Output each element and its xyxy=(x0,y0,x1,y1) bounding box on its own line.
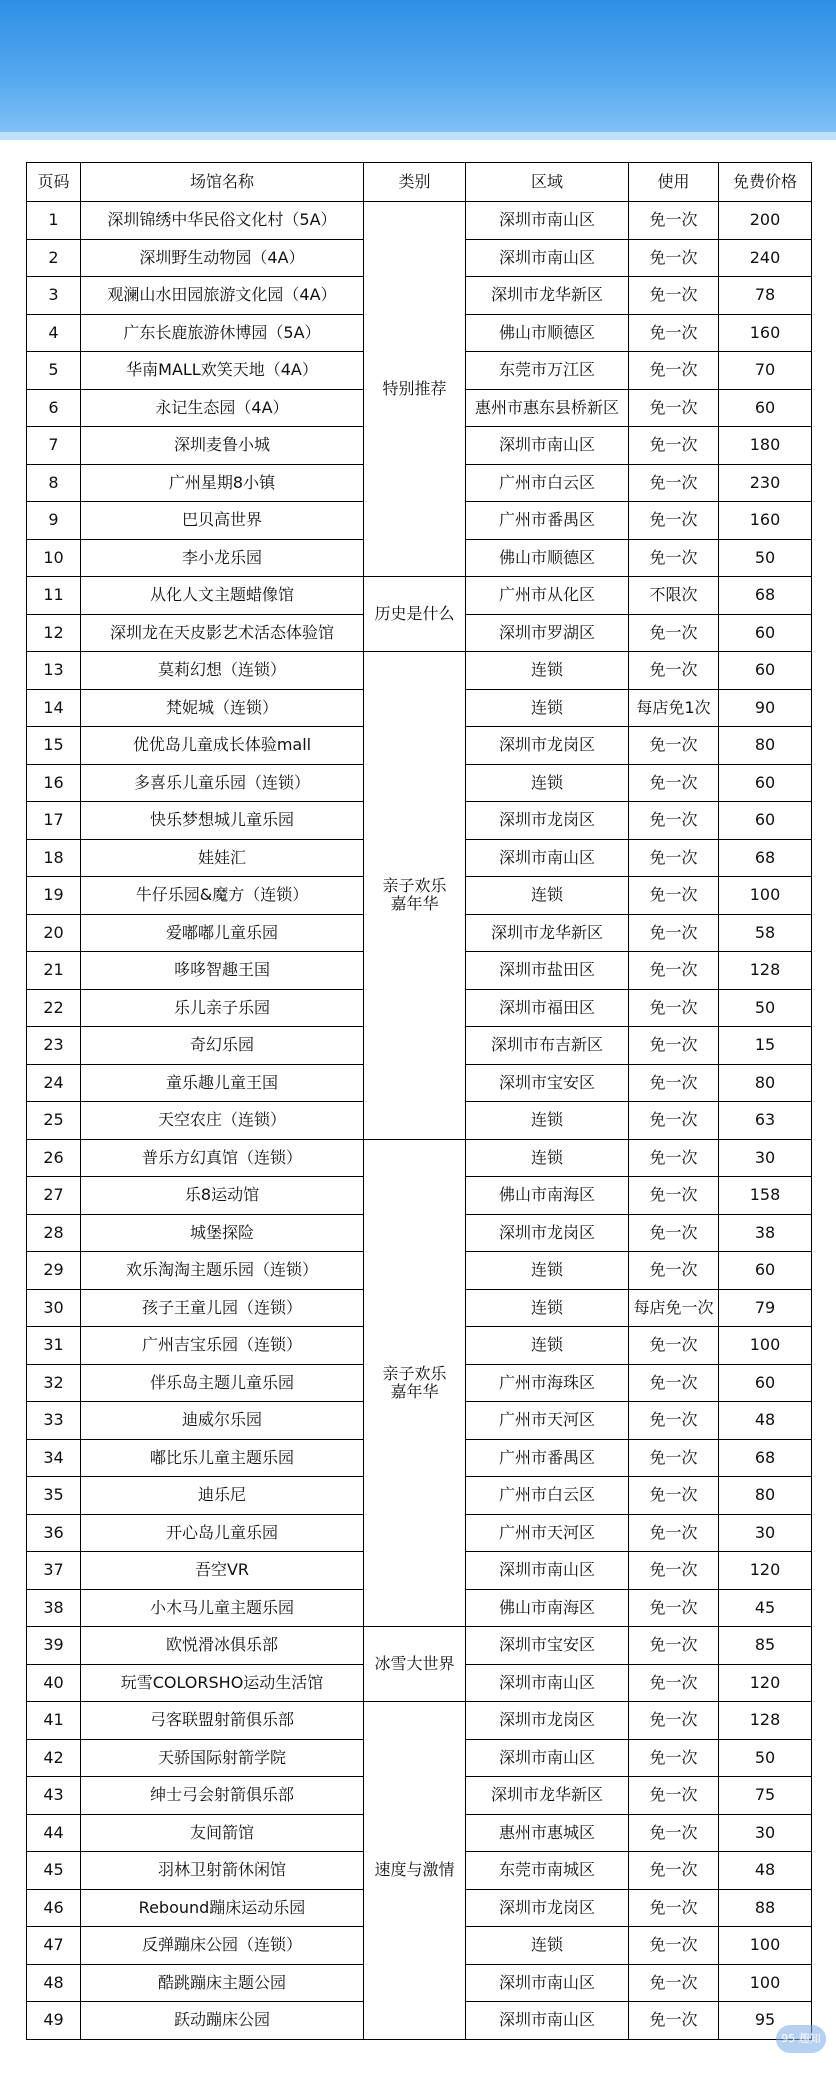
row-region: 深圳市龙华新区 xyxy=(466,1777,629,1815)
row-region: 连锁 xyxy=(466,1289,629,1327)
row-venue-name: 巴贝高世界 xyxy=(81,502,364,540)
row-price: 50 xyxy=(719,989,812,1027)
row-venue-name: 天骄国际射箭学院 xyxy=(81,1739,364,1777)
row-usage: 免一次 xyxy=(629,614,719,652)
row-price: 60 xyxy=(719,802,812,840)
header-page: 页码 xyxy=(27,163,81,202)
row-venue-name: 牛仔乐园&魔方（连锁） xyxy=(81,877,364,915)
row-region: 广州市天河区 xyxy=(466,1402,629,1440)
row-price: 79 xyxy=(719,1289,812,1327)
row-price: 100 xyxy=(719,877,812,915)
row-usage: 免一次 xyxy=(629,1327,719,1365)
row-page: 12 xyxy=(27,614,81,652)
row-region: 深圳市南山区 xyxy=(466,239,629,277)
row-price: 80 xyxy=(719,1477,812,1515)
row-price: 240 xyxy=(719,239,812,277)
row-region: 连锁 xyxy=(466,1139,629,1177)
row-region: 深圳市南山区 xyxy=(466,2002,629,2040)
row-page: 49 xyxy=(27,2002,81,2040)
row-region: 深圳市盐田区 xyxy=(466,952,629,990)
row-price: 68 xyxy=(719,839,812,877)
row-usage: 免一次 xyxy=(629,1814,719,1852)
row-page: 43 xyxy=(27,1777,81,1815)
row-venue-name: 绅士弓会射箭俱乐部 xyxy=(81,1777,364,1815)
row-venue-name: 迪威尔乐园 xyxy=(81,1402,364,1440)
row-price: 38 xyxy=(719,1214,812,1252)
row-region: 连锁 xyxy=(466,689,629,727)
table-row xyxy=(27,577,812,615)
row-page: 8 xyxy=(27,464,81,502)
row-region: 深圳市南山区 xyxy=(466,1664,629,1702)
row-venue-name: 吾空VR xyxy=(81,1552,364,1590)
row-usage: 免一次 xyxy=(629,1139,719,1177)
row-price: 80 xyxy=(719,1064,812,1102)
row-venue-name: 永记生态园（4A） xyxy=(81,389,364,427)
row-region: 深圳市南山区 xyxy=(466,202,629,240)
row-price: 60 xyxy=(719,1252,812,1290)
row-page: 9 xyxy=(27,502,81,540)
table-row xyxy=(27,1702,812,1740)
row-category: 冰雪大世界 xyxy=(364,1627,466,1702)
row-region: 深圳市龙岗区 xyxy=(466,1214,629,1252)
row-price: 90 xyxy=(719,689,812,727)
row-usage: 免一次 xyxy=(629,802,719,840)
row-usage: 免一次 xyxy=(629,914,719,952)
row-region: 深圳市龙华新区 xyxy=(466,277,629,315)
row-page: 14 xyxy=(27,689,81,727)
row-venue-name: 深圳野生动物园（4A） xyxy=(81,239,364,277)
table-row xyxy=(27,1139,812,1177)
row-usage: 免一次 xyxy=(629,1477,719,1515)
row-price: 128 xyxy=(719,1702,812,1740)
row-usage: 免一次 xyxy=(629,1552,719,1590)
row-page: 46 xyxy=(27,1889,81,1927)
row-usage: 免一次 xyxy=(629,1852,719,1890)
row-price: 128 xyxy=(719,952,812,990)
row-venue-name: 伴乐岛主题儿童乐园 xyxy=(81,1364,364,1402)
row-usage: 免一次 xyxy=(629,389,719,427)
row-usage: 免一次 xyxy=(629,2002,719,2040)
row-venue-name: 快乐梦想城儿童乐园 xyxy=(81,802,364,840)
row-page: 47 xyxy=(27,1927,81,1965)
row-usage: 每店免1次 xyxy=(629,689,719,727)
row-venue-name: 多喜乐儿童乐园（连锁） xyxy=(81,764,364,802)
row-page: 28 xyxy=(27,1214,81,1252)
row-page: 17 xyxy=(27,802,81,840)
row-usage: 每店免一次 xyxy=(629,1289,719,1327)
row-region: 深圳市罗湖区 xyxy=(466,614,629,652)
row-page: 38 xyxy=(27,1589,81,1627)
row-usage: 免一次 xyxy=(629,764,719,802)
row-page: 6 xyxy=(27,389,81,427)
row-venue-name: 爱嘟嘟儿童乐园 xyxy=(81,914,364,952)
row-venue-name: 奇幻乐园 xyxy=(81,1027,364,1065)
row-venue-name: 乐儿亲子乐园 xyxy=(81,989,364,1027)
row-price: 58 xyxy=(719,914,812,952)
row-usage: 免一次 xyxy=(629,464,719,502)
row-venue-name: 童乐趣儿童王国 xyxy=(81,1064,364,1102)
row-price: 95 xyxy=(719,2002,812,2040)
row-price: 88 xyxy=(719,1889,812,1927)
row-usage: 免一次 xyxy=(629,1889,719,1927)
row-venue-name: 从化人文主题蜡像馆 xyxy=(81,577,364,615)
row-usage: 免一次 xyxy=(629,1777,719,1815)
row-page: 26 xyxy=(27,1139,81,1177)
row-price: 85 xyxy=(719,1627,812,1665)
row-usage: 免一次 xyxy=(629,352,719,390)
row-price: 158 xyxy=(719,1177,812,1215)
row-price: 100 xyxy=(719,1327,812,1365)
row-usage: 免一次 xyxy=(629,839,719,877)
row-price: 45 xyxy=(719,1589,812,1627)
row-page: 44 xyxy=(27,1814,81,1852)
row-page: 16 xyxy=(27,764,81,802)
row-region: 深圳市福田区 xyxy=(466,989,629,1027)
row-region: 深圳市南山区 xyxy=(466,839,629,877)
row-usage: 免一次 xyxy=(629,952,719,990)
row-venue-name: 梵妮城（连锁） xyxy=(81,689,364,727)
row-price: 50 xyxy=(719,539,812,577)
row-region: 深圳市南山区 xyxy=(466,1552,629,1590)
row-usage: 免一次 xyxy=(629,1102,719,1140)
row-region: 佛山市南海区 xyxy=(466,1177,629,1215)
row-page: 48 xyxy=(27,1964,81,2002)
row-price: 180 xyxy=(719,427,812,465)
row-venue-name: 娃娃汇 xyxy=(81,839,364,877)
row-usage: 免一次 xyxy=(629,1027,719,1065)
row-venue-name: 嘟比乐儿童主题乐园 xyxy=(81,1439,364,1477)
row-page: 24 xyxy=(27,1064,81,1102)
row-venue-name: 深圳锦绣中华民俗文化村（5A） xyxy=(81,202,364,240)
row-price: 63 xyxy=(719,1102,812,1140)
row-usage: 免一次 xyxy=(629,427,719,465)
row-region: 深圳市龙岗区 xyxy=(466,727,629,765)
row-usage: 免一次 xyxy=(629,1702,719,1740)
header-name: 场馆名称 xyxy=(81,163,364,202)
row-venue-name: 孩子王童儿园（连锁） xyxy=(81,1289,364,1327)
row-usage: 免一次 xyxy=(629,1364,719,1402)
row-venue-name: 酷跳蹦床主题公园 xyxy=(81,1964,364,2002)
row-page: 23 xyxy=(27,1027,81,1065)
row-venue-name: 广州星期8小镇 xyxy=(81,464,364,502)
row-venue-name: 反弹蹦床公园（连锁） xyxy=(81,1927,364,1965)
row-usage: 免一次 xyxy=(629,652,719,690)
watermark-logo: 95 趣知网 xyxy=(776,2025,826,2053)
row-price: 30 xyxy=(719,1514,812,1552)
row-venue-name: 乐8运动馆 xyxy=(81,1177,364,1215)
row-venue-name: 友间箭馆 xyxy=(81,1814,364,1852)
row-price: 30 xyxy=(719,1814,812,1852)
table-row xyxy=(27,652,812,690)
row-region: 广州市海珠区 xyxy=(466,1364,629,1402)
row-page: 30 xyxy=(27,1289,81,1327)
row-page: 1 xyxy=(27,202,81,240)
row-usage: 免一次 xyxy=(629,1589,719,1627)
row-usage: 免一次 xyxy=(629,502,719,540)
row-price: 75 xyxy=(719,1777,812,1815)
row-region: 连锁 xyxy=(466,877,629,915)
row-page: 21 xyxy=(27,952,81,990)
header-category: 类别 xyxy=(364,163,466,202)
row-region: 深圳市宝安区 xyxy=(466,1627,629,1665)
row-page: 2 xyxy=(27,239,81,277)
row-page: 41 xyxy=(27,1702,81,1740)
row-region: 佛山市南海区 xyxy=(466,1589,629,1627)
row-venue-name: 跃动蹦床公园 xyxy=(81,2002,364,2040)
venue-table xyxy=(26,162,812,2040)
row-venue-name: Rebound蹦床运动乐园 xyxy=(81,1889,364,1927)
row-usage: 免一次 xyxy=(629,239,719,277)
table-row xyxy=(27,1627,812,1665)
row-venue-name: 李小龙乐园 xyxy=(81,539,364,577)
row-venue-name: 开心岛儿童乐园 xyxy=(81,1514,364,1552)
row-usage: 免一次 xyxy=(629,202,719,240)
row-page: 36 xyxy=(27,1514,81,1552)
row-page: 27 xyxy=(27,1177,81,1215)
row-page: 11 xyxy=(27,577,81,615)
row-page: 22 xyxy=(27,989,81,1027)
row-usage: 免一次 xyxy=(629,877,719,915)
row-page: 33 xyxy=(27,1402,81,1440)
row-region: 连锁 xyxy=(466,764,629,802)
row-page: 7 xyxy=(27,427,81,465)
row-usage: 免一次 xyxy=(629,1964,719,2002)
row-usage: 免一次 xyxy=(629,1927,719,1965)
row-usage: 免一次 xyxy=(629,1664,719,1702)
row-venue-name: 小木马儿童主题乐园 xyxy=(81,1589,364,1627)
row-price: 60 xyxy=(719,764,812,802)
row-region: 深圳市龙岗区 xyxy=(466,1702,629,1740)
row-venue-name: 迪乐尼 xyxy=(81,1477,364,1515)
row-price: 60 xyxy=(719,1364,812,1402)
row-price: 60 xyxy=(719,389,812,427)
row-region: 广州市白云区 xyxy=(466,1477,629,1515)
row-price: 160 xyxy=(719,502,812,540)
table-body xyxy=(27,202,812,2040)
row-venue-name: 华南MALL欢笑天地（4A） xyxy=(81,352,364,390)
row-usage: 免一次 xyxy=(629,1514,719,1552)
row-category: 亲子欢乐 嘉年华 xyxy=(364,652,466,1140)
row-region: 深圳市龙岗区 xyxy=(466,1889,629,1927)
header-region: 区域 xyxy=(466,163,629,202)
row-region: 深圳市龙岗区 xyxy=(466,802,629,840)
row-usage: 免一次 xyxy=(629,314,719,352)
row-usage: 免一次 xyxy=(629,727,719,765)
row-venue-name: 广州吉宝乐园（连锁） xyxy=(81,1327,364,1365)
row-region: 连锁 xyxy=(466,1252,629,1290)
row-region: 惠州市惠东县桥新区 xyxy=(466,389,629,427)
row-usage: 免一次 xyxy=(629,1214,719,1252)
row-usage: 免一次 xyxy=(629,1439,719,1477)
row-category: 特别推荐 xyxy=(364,202,466,577)
row-page: 40 xyxy=(27,1664,81,1702)
row-page: 4 xyxy=(27,314,81,352)
row-price: 60 xyxy=(719,614,812,652)
row-region: 广州市番禺区 xyxy=(466,502,629,540)
row-usage: 免一次 xyxy=(629,1177,719,1215)
row-venue-name: 欢乐淘淘主题乐园（连锁） xyxy=(81,1252,364,1290)
row-usage: 免一次 xyxy=(629,277,719,315)
row-page: 42 xyxy=(27,1739,81,1777)
row-region: 连锁 xyxy=(466,1102,629,1140)
row-page: 35 xyxy=(27,1477,81,1515)
row-region: 惠州市惠城区 xyxy=(466,1814,629,1852)
row-page: 18 xyxy=(27,839,81,877)
row-price: 120 xyxy=(719,1552,812,1590)
row-venue-name: 弓客联盟射箭俱乐部 xyxy=(81,1702,364,1740)
row-price: 48 xyxy=(719,1402,812,1440)
row-usage: 免一次 xyxy=(629,989,719,1027)
row-page: 39 xyxy=(27,1627,81,1665)
row-region: 广州市从化区 xyxy=(466,577,629,615)
row-page: 19 xyxy=(27,877,81,915)
row-venue-name: 城堡探险 xyxy=(81,1214,364,1252)
row-category: 亲子欢乐 嘉年华 xyxy=(364,1139,466,1627)
row-category: 速度与激情 xyxy=(364,1702,466,2040)
banner-stripe xyxy=(0,132,836,140)
row-price: 30 xyxy=(719,1139,812,1177)
row-venue-name: 普乐方幻真馆（连锁） xyxy=(81,1139,364,1177)
row-region: 深圳市龙华新区 xyxy=(466,914,629,952)
table-row xyxy=(27,202,812,240)
row-page: 5 xyxy=(27,352,81,390)
row-venue-name: 广东长鹿旅游休博园（5A） xyxy=(81,314,364,352)
row-page: 34 xyxy=(27,1439,81,1477)
row-region: 东莞市南城区 xyxy=(466,1852,629,1890)
row-page: 29 xyxy=(27,1252,81,1290)
row-price: 230 xyxy=(719,464,812,502)
row-usage: 免一次 xyxy=(629,1627,719,1665)
row-usage: 免一次 xyxy=(629,539,719,577)
row-region: 深圳市宝安区 xyxy=(466,1064,629,1102)
row-region: 深圳市南山区 xyxy=(466,1964,629,2002)
row-price: 160 xyxy=(719,314,812,352)
row-page: 32 xyxy=(27,1364,81,1402)
row-page: 10 xyxy=(27,539,81,577)
row-venue-name: 哆哆智趣王国 xyxy=(81,952,364,990)
row-usage: 不限次 xyxy=(629,577,719,615)
row-page: 31 xyxy=(27,1327,81,1365)
row-region: 深圳市南山区 xyxy=(466,427,629,465)
row-venue-name: 欧悦滑冰俱乐部 xyxy=(81,1627,364,1665)
row-usage: 免一次 xyxy=(629,1252,719,1290)
row-venue-name: 羽林卫射箭休闲馆 xyxy=(81,1852,364,1890)
row-price: 120 xyxy=(719,1664,812,1702)
row-region: 佛山市顺德区 xyxy=(466,314,629,352)
row-region: 连锁 xyxy=(466,652,629,690)
row-price: 50 xyxy=(719,1739,812,1777)
row-price: 100 xyxy=(719,1927,812,1965)
row-region: 连锁 xyxy=(466,1927,629,1965)
header-usage: 使用 xyxy=(629,163,719,202)
row-price: 68 xyxy=(719,577,812,615)
row-price: 60 xyxy=(719,652,812,690)
row-page: 25 xyxy=(27,1102,81,1140)
row-page: 37 xyxy=(27,1552,81,1590)
row-venue-name: 优优岛儿童成长体验mall xyxy=(81,727,364,765)
row-price: 68 xyxy=(719,1439,812,1477)
row-region: 广州市天河区 xyxy=(466,1514,629,1552)
row-venue-name: 观澜山水田园旅游文化园（4A） xyxy=(81,277,364,315)
row-price: 80 xyxy=(719,727,812,765)
header-price: 免费价格 xyxy=(719,163,812,202)
row-venue-name: 天空农庄（连锁） xyxy=(81,1102,364,1140)
row-region: 东莞市万江区 xyxy=(466,352,629,390)
row-page: 45 xyxy=(27,1852,81,1890)
row-page: 15 xyxy=(27,727,81,765)
row-region: 佛山市顺德区 xyxy=(466,539,629,577)
row-usage: 免一次 xyxy=(629,1739,719,1777)
row-venue-name: 玩雪COLORSHO运动生活馆 xyxy=(81,1664,364,1702)
row-page: 20 xyxy=(27,914,81,952)
row-region: 广州市番禺区 xyxy=(466,1439,629,1477)
row-region: 深圳市布吉新区 xyxy=(466,1027,629,1065)
row-usage: 免一次 xyxy=(629,1064,719,1102)
row-category: 历史是什么 xyxy=(364,577,466,652)
row-region: 深圳市南山区 xyxy=(466,1739,629,1777)
row-region: 连锁 xyxy=(466,1327,629,1365)
row-price: 15 xyxy=(719,1027,812,1065)
row-page: 3 xyxy=(27,277,81,315)
row-price: 70 xyxy=(719,352,812,390)
row-price: 200 xyxy=(719,202,812,240)
row-venue-name: 莫莉幻想（连锁） xyxy=(81,652,364,690)
row-region: 广州市白云区 xyxy=(466,464,629,502)
row-price: 78 xyxy=(719,277,812,315)
row-venue-name: 深圳龙在天皮影艺术活态体验馆 xyxy=(81,614,364,652)
row-price: 100 xyxy=(719,1964,812,2002)
row-page: 13 xyxy=(27,652,81,690)
table-header-row xyxy=(27,163,812,202)
row-venue-name: 深圳麦鲁小城 xyxy=(81,427,364,465)
row-price: 48 xyxy=(719,1852,812,1890)
row-usage: 免一次 xyxy=(629,1402,719,1440)
header-banner xyxy=(0,0,836,140)
